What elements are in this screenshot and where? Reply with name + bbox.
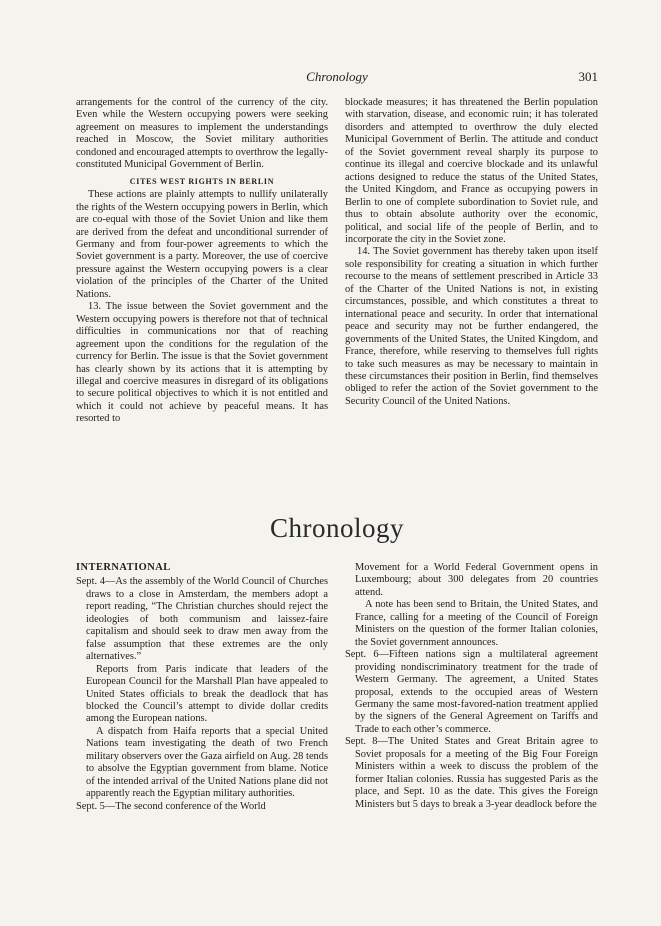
chronology-entry: Sept. 5—The second conference of the World: [76, 800, 266, 812]
column-top-right: [345, 97, 598, 408]
chronology-paragraph: Movement for a World Federal Government opens in Luxembourg; about 300 delegates from 20 countries attend.: [355, 562, 598, 598]
page-number: 301: [578, 69, 598, 84]
paragraph: arrangements for the control of the currency of the city. Even while the Western occupying powers were seeking agreement on measures to implement the understandings reached in Moscow, the Soviet military authorities condoned and encouraged attempts to overthrow the legally-constituted Municipal Government of Berlin.: [76, 97, 328, 171]
section-label: INTERNATIONAL: [76, 562, 171, 573]
chronology-paragraph: A dispatch from Haifa reports that a special United Nations team investigating the death of two French military observers over the Gaza airfield on Aug. 28 tends to absolve the Egyptian government from blame. Notice of the intended arrival of the United Nations plane did not apparently reach the Egyptian military authorities.: [86, 725, 328, 800]
chronology-paragraph: A note has been send to Britain, the United States, and France, calling for a meeting of the Council of Foreign Ministers on the question of the former Italian colonies, the Soviet government announces.: [355, 599, 598, 648]
paragraph: 14. The Soviet government has thereby taken upon itself sole responsibility for creating a situation in which further recourse to the means of settlement prescribed in Article 33 of the Charter of the United Nations is not, in existing circumstances, possible, and which constitutes a threat to international peace and security. In order that international peace and security may not be further endangered, the governments of the United States, the United Kingdom, and France, therefore, while reserving to themselves full rights to take such measures as may be necessary to maintain in these circumstances their position in Berlin, find themselves obliged to refer the action of the Soviet government to the Security Council of the United Nations.: [345, 246, 598, 407]
column-bottom-right: [345, 562, 598, 811]
paragraph: blockade measures; it has threatened the Berlin population with starvation, disease, and economic ruin; it has tolerated disorders and attempted to overthrow the duly elected Municipal Government of Berlin. The attitude and conduct of the Soviet government reveal sharply its purpose to continue its illegal and coercive blockade and its unlawful actions designed to reduce the status of the United States, the United Kingdom, and France as occupying powers in Berlin to one of complete subordination to Soviet rule, and thus to obtain absolute authority over the economic, political, and social life of the people of Berlin, and to incorporate the city in the Soviet zone.: [345, 97, 598, 245]
column-bottom-left: [76, 562, 328, 813]
chronology-entry: Sept. 8—The United States and Great Britain agree to Soviet proposals for a meeting of the Big Four Foreign Ministers within a week to discuss the problem of the former Italian colonies. Russia has suggested Paris as the place, and Sept. 10 as the date. This gives the Foreign Ministers but 5 days to break a 3-year deadlock before the: [345, 736, 598, 810]
paragraph: 13. The issue between the Soviet government and the Western occupying powers is therefore not that of technical difficulties in communications nor that of reaching agreement upon the conditions for the regulation of the currency for Berlin. The issue is that the Soviet government has clearly shown by its actions that it is attempting by illegal and coercive measures in disregard of its obligations to secure political objectives to which it is not entitled and which it could not achieve by peaceful means. It has resorted to: [76, 301, 328, 425]
chronology-paragraph: Reports from Paris indicate that leaders of the European Council for the Marshall Plan have appealed to United States officials to break the deadlock that has blocked the Council’s attempt to divide dollar credits among the European nations.: [86, 663, 328, 725]
running-head-title: Chronology: [306, 69, 368, 84]
column-top-left: [76, 97, 328, 426]
section-title: Chronology: [269, 513, 404, 543]
running-head: [76, 69, 598, 85]
subheading: CITES WEST RIGHTS IN BERLIN: [129, 176, 275, 186]
paragraph: These actions are plainly attempts to nullify unilaterally the rights of the Western occupying powers in Berlin, which are co-equal with those of the Soviet Union and like them are derived from the defeat and unconditional surrender of Germany and from four-power agreements to which the Soviet government is a party. Moreover, the use of coercive pressure against the Western occupying powers is a clear violation of the principles of the Charter of the United Nations.: [76, 189, 328, 300]
chronology-entry: Sept. 4—As the assembly of the World Council of Churches draws to a close in Amsterdam, the members adopt a report reading, “The Christian churches should reject the ideologies of both communism and laissez-faire capitalism and should seek to draw men away from the false assumption that these extremes are the only alternatives.”: [76, 576, 328, 663]
chronology-entry: Sept. 6—Fifteen nations sign a multilateral agreement providing nondiscriminatory treatment for the trade of Western Germany. The agreement, a United States proposal, extends to the occupied areas of Western Germany the same most-favored-nation treatment applied by the signers of the General Agreement on Tariffs and Trade to each other’s commerce.: [345, 649, 598, 735]
